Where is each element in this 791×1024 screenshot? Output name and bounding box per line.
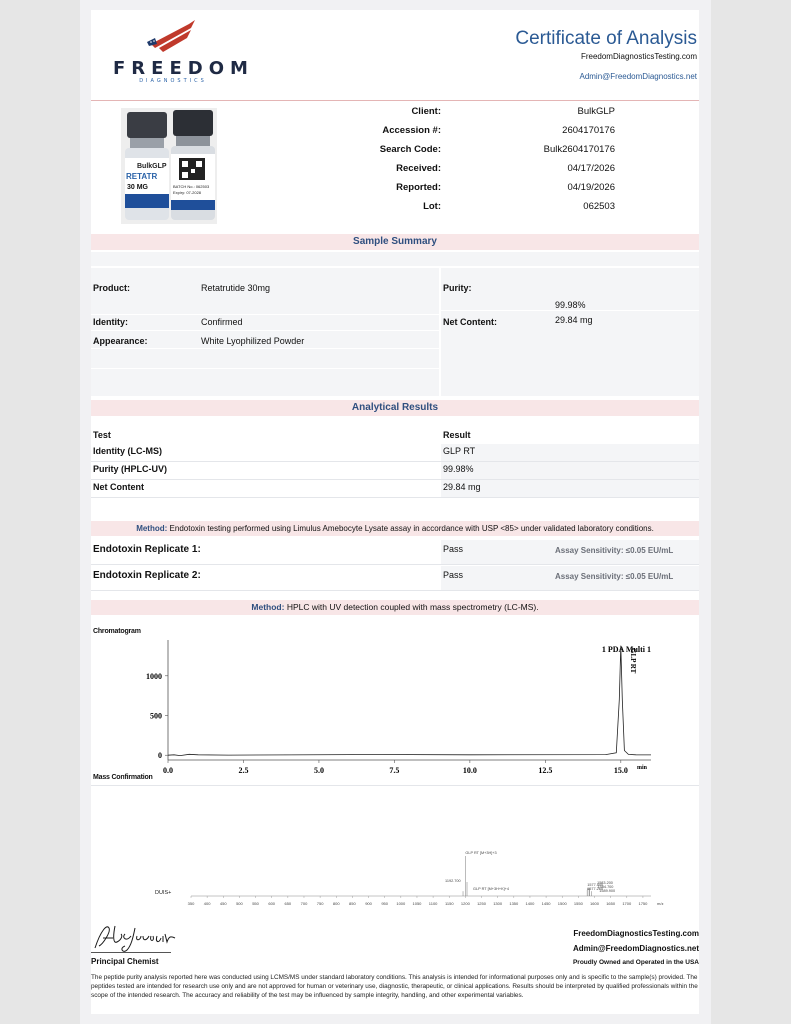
mass-peak-label: 1589.900 xyxy=(599,889,616,893)
vial-dose-text: 30 MG xyxy=(127,184,149,191)
result-column-header: Result xyxy=(443,430,471,440)
summary-divider xyxy=(441,310,699,311)
hplc-method-band xyxy=(91,600,699,615)
client-info-label: Received: xyxy=(396,163,441,174)
y-tick-label: 0 xyxy=(158,751,162,761)
mass-x-tick-label: 1100 xyxy=(428,901,438,906)
summary-spacer xyxy=(91,252,699,266)
client-info-row xyxy=(321,125,631,141)
result-cell-bg xyxy=(441,444,699,461)
mass-x-tick-label: 500 xyxy=(236,901,243,906)
endotoxin-method-band xyxy=(91,521,699,536)
x-tick-label: 5.0 xyxy=(313,766,324,775)
chromatogram-header-text: 1 PDA Multi 1 xyxy=(601,645,651,654)
mass-x-unit: m/z xyxy=(657,901,664,906)
mass-x-tick-label: 850 xyxy=(349,901,356,906)
mass-x-tick-label: 1350 xyxy=(509,901,519,906)
footer-tagline: Proudly Owned and Operated in the USA xyxy=(572,959,699,966)
client-info-row xyxy=(321,201,631,217)
x-tick-label: 10.0 xyxy=(462,766,477,775)
signer-title: Principal Chemist xyxy=(91,957,159,966)
product-value: Retatrutide 30mg xyxy=(201,283,271,293)
mass-peak-label: 1192.700 xyxy=(445,879,461,883)
document-title: Certificate of Analysis xyxy=(515,28,697,49)
analytical-test-name: Purity (HPLC-UV) xyxy=(93,464,167,474)
sample-summary-heading: Sample Summary xyxy=(91,234,699,250)
vial-expiry-text: Expiry: 07-2028 xyxy=(173,190,202,195)
brand-subtitle: DIAGNOSTICS xyxy=(139,78,207,84)
chromatogram-chart xyxy=(91,636,699,778)
mass-x-tick-label: 1050 xyxy=(412,901,422,906)
client-info-value: 2604170176 xyxy=(562,125,615,136)
brand-name: FREEDOM xyxy=(113,58,254,79)
x-unit-label: min xyxy=(636,765,647,771)
row-divider xyxy=(91,497,699,498)
test-column-header: Test xyxy=(93,430,111,440)
mass-x-tick-label: 1550 xyxy=(573,901,583,906)
mass-x-tick-label: 1750 xyxy=(638,901,648,906)
summary-divider xyxy=(91,348,439,349)
client-info-row xyxy=(321,163,631,179)
mass-peak-label: 1577.500 xyxy=(587,883,604,887)
mass-x-tick-label: 700 xyxy=(300,901,308,906)
row-divider xyxy=(91,564,699,565)
summary-divider xyxy=(91,330,439,331)
x-tick-label: 7.5 xyxy=(389,766,400,775)
client-info-value: Bulk2604170176 xyxy=(543,144,615,155)
x-tick-label: 2.5 xyxy=(238,766,249,775)
analytical-results-heading: Analytical Results xyxy=(91,400,699,416)
mass-x-tick-label: 1500 xyxy=(557,901,567,906)
assay-sensitivity: Assay Sensitivity: ≤0.05 EU/mL xyxy=(555,546,674,555)
mass-x-tick-label: 1600 xyxy=(590,901,599,906)
mass-x-tick-label: 1250 xyxy=(477,901,486,906)
summary-right-panel xyxy=(441,268,699,396)
mass-peak-label: 1583.200 xyxy=(597,881,613,885)
header-divider xyxy=(91,100,699,101)
footer-website[interactable]: FreedomDiagnosticsTesting.com xyxy=(573,929,699,938)
mass-x-tick-label: 400 xyxy=(203,901,211,906)
client-info-row xyxy=(321,182,631,198)
page-background xyxy=(80,0,711,1024)
flag-wing-logo-icon xyxy=(145,18,197,54)
mass-x-tick-label: 950 xyxy=(381,901,389,906)
mass-x-tick-label: 550 xyxy=(252,901,259,906)
endotoxin-replicate-label: Endotoxin Replicate 2: xyxy=(93,570,201,581)
mass-x-tick-label: 1000 xyxy=(396,901,406,906)
header-email[interactable]: Admin@FreedomDiagnostics.net xyxy=(579,72,697,81)
client-info-row xyxy=(321,106,631,122)
mass-x-tick-label: 600 xyxy=(268,901,276,906)
mass-x-tick-label: 1200 xyxy=(460,901,470,906)
client-info-label: Search Code: xyxy=(379,144,441,155)
mass-x-tick-label: 750 xyxy=(316,901,324,906)
vial-product-text: RETATR xyxy=(126,172,158,181)
purity-value: 99.98% xyxy=(555,300,586,310)
client-info-label: Lot: xyxy=(423,201,441,212)
x-tick-label: 0.0 xyxy=(163,766,173,775)
client-info-value: 04/19/2026 xyxy=(567,182,615,193)
mass-peak-label: GLP RT [M+3H+K]+4 xyxy=(473,887,509,891)
endotoxin-replicate-label: Endotoxin Replicate 1: xyxy=(93,544,201,555)
client-info-label: Client: xyxy=(411,106,441,117)
mass-x-tick-label: 650 xyxy=(284,901,292,906)
net-content-label: Net Content: xyxy=(443,317,497,327)
analytical-result: 99.98% xyxy=(443,464,474,474)
client-info-row xyxy=(321,144,631,160)
hplc-method-text: HPLC with UV detection coupled with mass spectrometry (LC-MS). xyxy=(286,602,539,612)
mass-series-label: DUIS+ xyxy=(155,890,172,896)
mass-peak-label: 1584.700 xyxy=(597,885,614,889)
identity-value: Confirmed xyxy=(201,317,243,327)
client-info-label: Accession #: xyxy=(382,125,441,136)
mass-section-divider xyxy=(91,785,699,786)
mass-x-tick-label: 1650 xyxy=(606,901,616,906)
appearance-value: White Lyophilized Powder xyxy=(201,336,305,346)
chromatogram-label: Chromatogram xyxy=(93,628,141,635)
mass-x-tick-label: 800 xyxy=(332,901,340,906)
result-cell-bg xyxy=(441,462,699,479)
client-info-value: 062503 xyxy=(583,201,615,212)
summary-divider xyxy=(91,314,439,315)
y-tick-label: 1000 xyxy=(146,671,162,681)
mass-x-tick-label: 450 xyxy=(219,901,227,906)
appearance-label: Appearance: xyxy=(93,336,148,346)
analytical-result: GLP RT xyxy=(443,446,476,456)
mass-peak-label: GLP RT [M+3H]+3 xyxy=(465,851,497,855)
client-info-value: 04/17/2026 xyxy=(567,163,615,174)
mass-x-tick-label: 900 xyxy=(365,901,372,906)
header-website[interactable]: FreedomDiagnosticsTesting.com xyxy=(580,52,697,61)
mass-x-tick-label: 1450 xyxy=(541,901,551,906)
certificate-card xyxy=(91,10,699,1014)
mass-spectrum-chart xyxy=(141,846,664,906)
summary-divider xyxy=(91,368,439,369)
endotoxin-result: Pass xyxy=(443,570,464,580)
y-tick-label: 500 xyxy=(150,711,162,721)
x-tick-label: 15.0 xyxy=(613,766,628,775)
mass-x-tick-label: 1700 xyxy=(622,901,632,906)
vial-brand-text: BulkGLP xyxy=(137,163,167,170)
endotoxin-method-text: Endotoxin testing performed using Limulus Amebocyte Lysate assay in accordance with USP <85> under validated laboratory conditions. xyxy=(169,524,654,533)
client-info-label: Reported: xyxy=(396,182,441,193)
endotoxin-method-label: Method: xyxy=(136,524,168,533)
product-label: Product: xyxy=(93,283,130,293)
assay-sensitivity: Assay Sensitivity: ≤0.05 EU/mL xyxy=(555,572,674,581)
vial-batch-text: BATCH No.: 062503 xyxy=(173,184,210,189)
chromatogram-trace xyxy=(168,646,651,756)
net-content-value: 29.84 mg xyxy=(555,315,593,325)
mass-confirmation-label: Mass Confirmation xyxy=(93,774,153,781)
signature-line xyxy=(91,952,171,953)
purity-label: Purity: xyxy=(443,283,472,293)
mass-x-tick-label: 1150 xyxy=(444,901,454,906)
signature-image xyxy=(91,920,181,954)
disclaimer-text: The peptide purity analysis reported here was conducted using LCMS/MS under standard laboratory conditions. This analysis is intended for informational purposes only and is specific to the sample(s) provided. The peptides tested are intended for research use only and are not approved for human or veterinary use, diagnostic, therapeutic, or clinical applications. Results should be interpreted by qualified professionals within the scope of the intended research. The accuracy and reliability of the test may be influenced by sample integrity, handling, and other experimental variables. xyxy=(91,974,698,999)
product-vials-image xyxy=(121,108,217,224)
analytical-test-name: Identity (LC-MS) xyxy=(93,446,162,456)
peak-label: GLP RT xyxy=(628,648,637,674)
identity-label: Identity: xyxy=(93,317,128,327)
signature-name: Alex Johnson xyxy=(91,920,98,921)
mass-peak-label: 1577.260 xyxy=(587,887,604,891)
mass-x-tick-label: 1300 xyxy=(493,901,503,906)
hplc-method-label: Method: xyxy=(251,602,285,612)
endotoxin-result: Pass xyxy=(443,544,464,554)
client-info-value: BulkGLP xyxy=(577,106,615,117)
analytical-result: 29.84 mg xyxy=(443,482,481,492)
mass-x-tick-label: 350 xyxy=(187,901,195,906)
x-tick-label: 12.5 xyxy=(538,766,553,775)
footer-email[interactable]: Admin@FreedomDiagnostics.net xyxy=(572,944,699,953)
analytical-test-name: Net Content xyxy=(93,482,144,492)
mass-x-tick-label: 1400 xyxy=(525,901,535,906)
row-divider xyxy=(91,590,699,591)
